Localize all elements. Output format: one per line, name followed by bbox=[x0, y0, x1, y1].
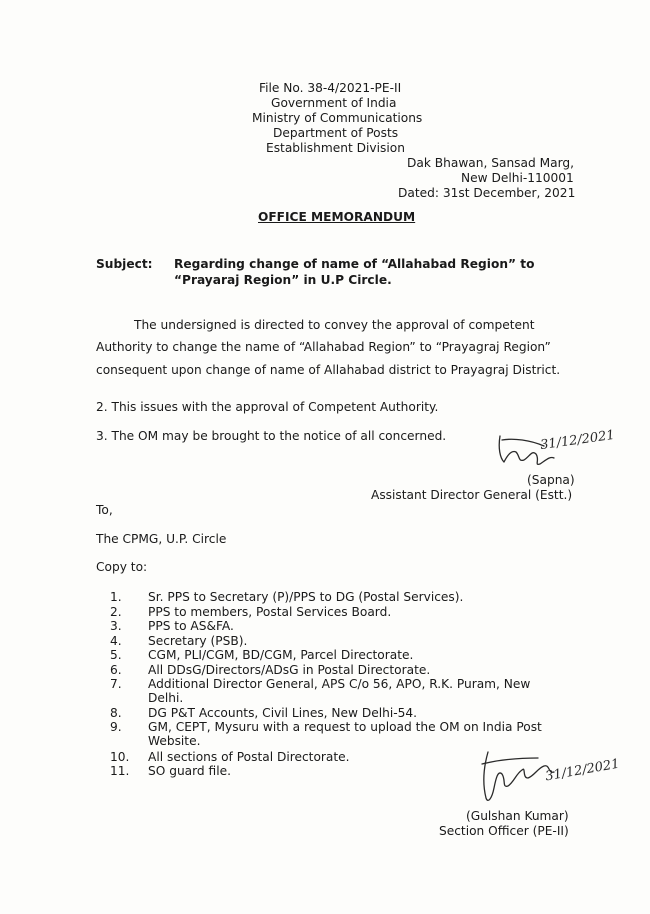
to-label: To, bbox=[96, 503, 113, 517]
signatory2-designation: Section Officer (PE-II) bbox=[439, 824, 569, 838]
subject-line2: “Prayaraj Region” in U.P Circle. bbox=[174, 273, 392, 287]
list-item-number: 4. bbox=[110, 634, 122, 648]
list-item-number: 8. bbox=[110, 706, 122, 720]
para2: 2. This issues with the approval of Competent Authority. bbox=[96, 400, 439, 414]
list-item-number: 11. bbox=[110, 764, 130, 778]
list-item-number: 1. bbox=[110, 590, 122, 604]
memo-title: OFFICE MEMORANDUM bbox=[258, 210, 416, 224]
para1-line2: Authority to change the name of “Allahabad Region” to “Prayagraj Region” bbox=[96, 340, 551, 354]
para3: 3. The OM may be brought to the notice of all concerned. bbox=[96, 429, 447, 443]
list-item-text: Sr. PPS to Secretary (P)/PPS to DG (Postal Services). bbox=[148, 590, 464, 604]
list-item-text: DG P&T Accounts, Civil Lines, New Delhi-54. bbox=[148, 706, 418, 720]
list-item-number: 6. bbox=[110, 663, 122, 677]
header-division: Establishment Division bbox=[266, 141, 405, 155]
list-item-text: PPS to AS&FA. bbox=[148, 619, 234, 633]
to-recipient: The CPMG, U.P. Circle bbox=[96, 532, 227, 546]
address-line1: Dak Bhawan, Sansad Marg, bbox=[407, 156, 574, 170]
list-item-text: CGM, PLI/CGM, BD/CGM, Parcel Directorate. bbox=[148, 648, 414, 662]
date-line: Dated: 31st December, 2021 bbox=[398, 186, 576, 200]
signatory1-designation: Assistant Director General (Estt.) bbox=[371, 488, 573, 502]
list-item-number: 5. bbox=[110, 648, 122, 662]
list-item-text: PPS to members, Postal Services Board. bbox=[148, 605, 392, 619]
list-item-text: Secretary (PSB). bbox=[148, 634, 248, 648]
signature2-handwritten-date: 31/12/2021 bbox=[544, 756, 621, 785]
list-item-text: All DDsG/Directors/ADsG in Postal Directorate. bbox=[148, 663, 431, 677]
list-item-text: GM, CEPT, Mysuru with a request to upload the OM on India Post Website. bbox=[148, 720, 542, 748]
subject-label: Subject: bbox=[96, 257, 153, 271]
list-item-number: 9. bbox=[110, 720, 122, 734]
list-item-text: SO guard file. bbox=[148, 764, 231, 778]
header-department: Department of Posts bbox=[273, 126, 399, 140]
address-line2: New Delhi-110001 bbox=[461, 171, 574, 185]
signatory1-name: (Sapna) bbox=[527, 473, 575, 487]
list-item-number: 7. bbox=[110, 677, 122, 691]
list-item-text: Additional Director General, APS C/o 56, APO, R.K. Puram, New Delhi. bbox=[148, 677, 531, 705]
list-item-number: 10. bbox=[110, 750, 130, 764]
signatory2-name: (Gulshan Kumar) bbox=[466, 809, 569, 823]
header-ministry: Ministry of Communications bbox=[252, 111, 423, 125]
para1-line1: The undersigned is directed to convey the approval of competent bbox=[134, 318, 535, 332]
para1-line3: consequent upon change of name of Allahabad district to Prayagraj District. bbox=[96, 363, 561, 377]
list-item-number: 2. bbox=[110, 605, 122, 619]
copy-to-label: Copy to: bbox=[96, 560, 148, 574]
list-item-number: 3. bbox=[110, 619, 122, 633]
signature1-handwritten-date: 31/12/2021 bbox=[539, 427, 616, 454]
file-number: File No. 38-4/2021-PE-II bbox=[259, 81, 402, 95]
list-item-text: All sections of Postal Directorate. bbox=[148, 750, 350, 764]
subject-line1: Regarding change of name of “Allahabad Region” to bbox=[174, 257, 535, 271]
header-government: Government of India bbox=[271, 96, 397, 110]
